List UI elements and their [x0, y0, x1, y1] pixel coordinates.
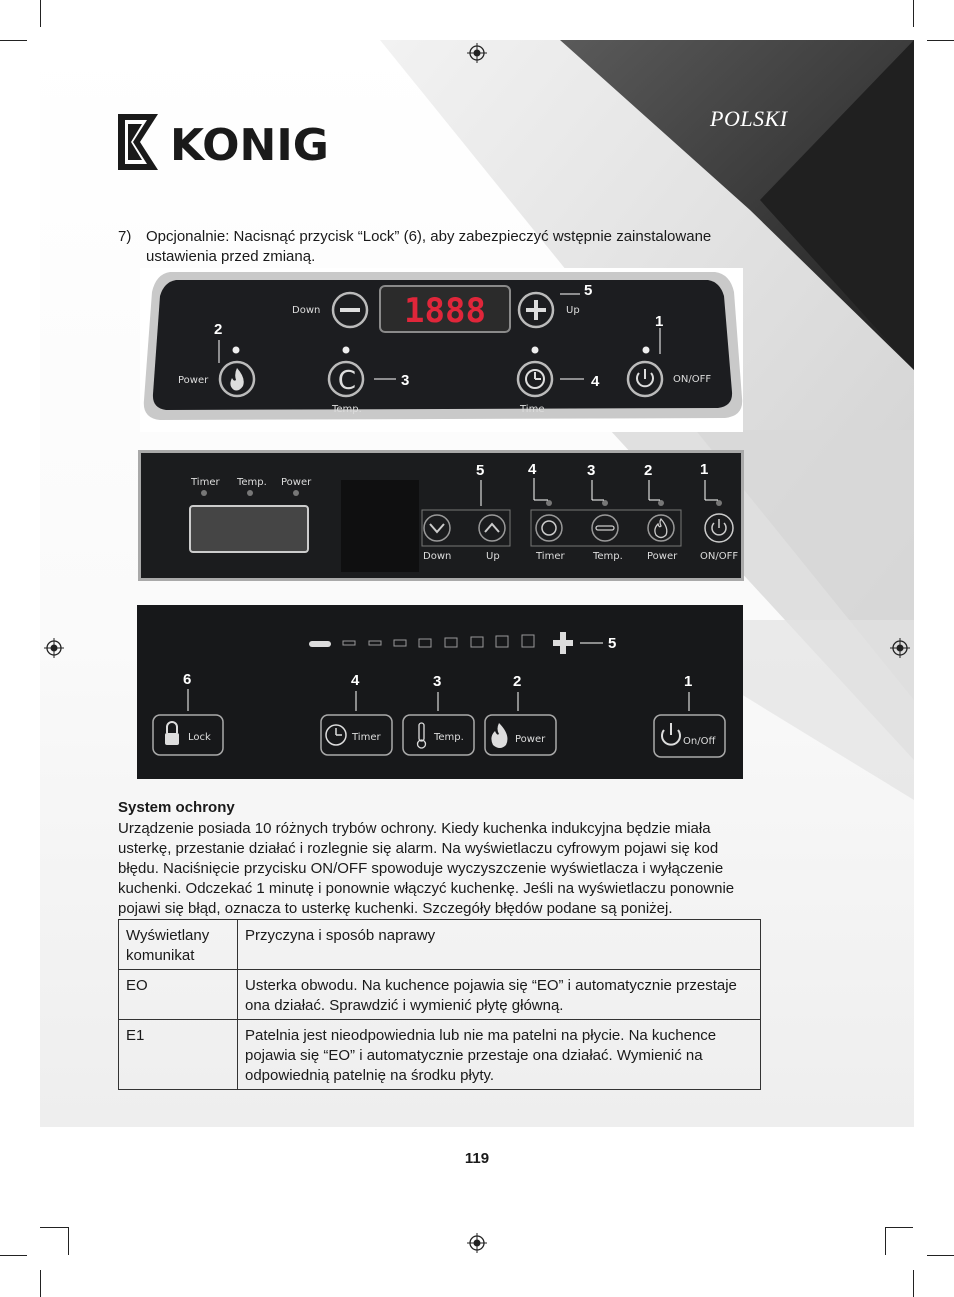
onoff-label: ON/OFF	[673, 374, 712, 385]
error-code: E1	[119, 1020, 238, 1090]
registration-mark	[467, 43, 487, 63]
error-description: Usterka obwodu. Na kuchence pojawia się “EO” i automatycznie przestaje ona działać. Sprawdzić i wymienić płytę główną.	[238, 970, 761, 1020]
crop-mark	[885, 1227, 913, 1228]
temp-label: Temp.	[593, 551, 623, 562]
crop-mark	[0, 40, 27, 41]
callout-5: 5	[476, 462, 485, 479]
minus-icon	[340, 308, 360, 312]
plus-icon	[534, 300, 538, 320]
crop-mark	[885, 1227, 886, 1255]
temp-label: Temp.	[434, 732, 464, 743]
level-bar	[309, 641, 331, 647]
callout-1: 1	[700, 461, 709, 478]
power-label: Power	[647, 551, 678, 562]
step-instruction	[118, 227, 758, 267]
crop-mark	[40, 1227, 68, 1228]
crop-mark	[68, 1227, 69, 1255]
step-number: 7)	[118, 228, 132, 245]
table-row	[119, 970, 761, 1020]
power-label: Power	[178, 375, 209, 386]
error-code: EO	[119, 970, 238, 1020]
callout-1: 1	[655, 313, 664, 330]
timer-label: Timer	[352, 732, 381, 743]
table-header-cell: Przyczyna i sposób naprawy	[238, 920, 761, 970]
crop-mark	[927, 1255, 954, 1256]
control-panel-2	[138, 450, 744, 581]
crop-mark	[0, 1255, 27, 1256]
callout-3: 3	[433, 673, 442, 690]
callout-2: 2	[513, 673, 522, 690]
callout-4: 4	[591, 373, 600, 390]
section-title: System ochrony	[118, 799, 235, 816]
timer-label: Timer	[536, 551, 565, 562]
up-label: Up	[566, 305, 580, 316]
celsius-icon: C	[337, 366, 357, 396]
digital-display	[190, 506, 308, 552]
callout-3: 3	[587, 462, 596, 479]
error-description: Patelnia jest nieodpowiednia lub nie ma patelni na płycie. Na kuchence pojawia się “EO” i automatycznie przestaje ona działać. Wymienić na odpowiednią patelnię na środku płyty.	[238, 1020, 761, 1090]
power-label: Power	[515, 734, 546, 745]
onoff-label: ON/OFF	[700, 551, 739, 562]
language-label: POLSKI	[710, 106, 788, 131]
page-number: 119	[464, 1150, 490, 1167]
lock-icon	[165, 733, 179, 745]
registration-mark	[44, 638, 64, 658]
indicator-power-label: Power	[281, 477, 312, 488]
onoff-label: On/Off	[683, 736, 716, 747]
callout-6: 6	[183, 671, 192, 688]
table-row	[119, 1020, 761, 1090]
indicator-timer-label: Timer	[191, 477, 220, 488]
step-text: Opcjonalnie: Nacisnąć przycisk “Lock” (6), aby zabezpieczyć wstępnie zainstalowane ustawienia przed zmianą.	[146, 228, 712, 265]
section-paragraph: Urządzenie posiada 10 różnych trybów ochrony. Kiedy kuchenka indukcyjna będzie miała usterkę, przestanie działać i rozlegnie się alarm. Na wyświetlaczu cyfrowym pojawi się kod błędu. Naciśnięcie przycisku ON/OFF spowoduje wyczyszczenie wyświetlacza i wyłączenie kuchenki. Odczekać 1 minutę i ponownie włączyć kuchenkę. Jeśli na wyświetlaczu ponownie pojawi się błąd, oznacza to usterkę kuchenki. Szczegóły błędów podane są poniżej.	[118, 820, 735, 917]
up-label: Up	[486, 551, 500, 562]
display-digits: 1888	[404, 291, 486, 331]
brand-name: KONIG	[170, 120, 329, 171]
callout-2: 2	[214, 321, 223, 338]
crop-mark	[40, 0, 41, 27]
callout-5: 5	[608, 635, 617, 652]
callout-4: 4	[351, 672, 360, 689]
callout-5: 5	[584, 282, 593, 299]
table-header-row	[119, 920, 761, 970]
temp-label: Temp.	[332, 404, 362, 415]
callout-3: 3	[401, 372, 410, 389]
registration-mark	[467, 1233, 487, 1253]
error-table	[118, 919, 761, 1090]
registration-mark	[890, 638, 910, 658]
konig-logo	[118, 112, 343, 177]
crop-mark	[40, 1270, 41, 1297]
control-panel-1	[140, 268, 743, 432]
time-label: Time	[520, 404, 545, 415]
crop-mark	[927, 40, 954, 41]
table-header-cell: Wyświetlany komunikat	[119, 920, 238, 970]
lock-label: Lock	[188, 732, 211, 743]
callout-2: 2	[644, 462, 653, 479]
callout-4: 4	[528, 461, 537, 478]
callout-1: 1	[684, 673, 693, 690]
crop-mark	[913, 0, 914, 27]
crop-mark	[913, 1270, 914, 1297]
indicator-temp-label: Temp.	[237, 477, 267, 488]
down-label: Down	[292, 305, 321, 316]
down-label: Down	[423, 551, 452, 562]
control-panel-3	[137, 605, 743, 779]
